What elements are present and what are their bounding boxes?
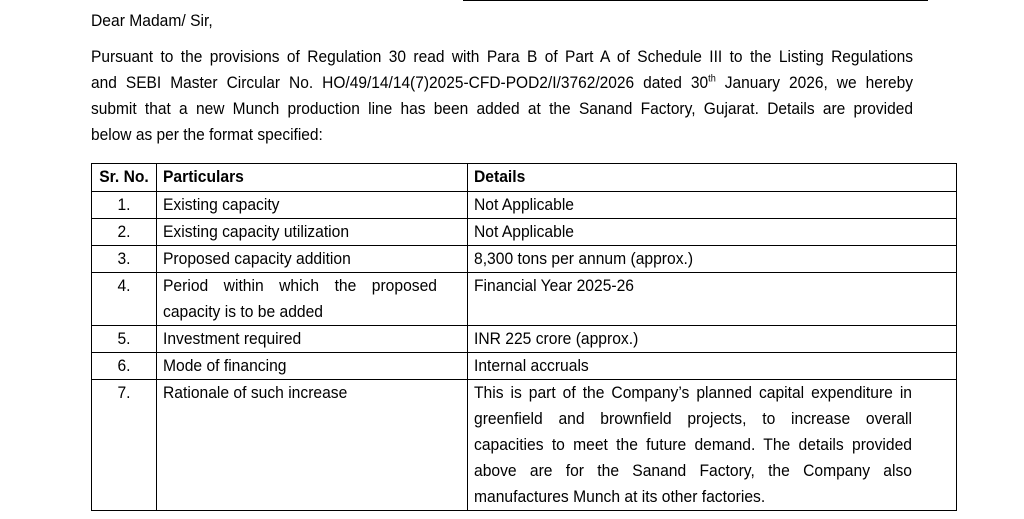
table-row (92, 273, 957, 326)
cell-particulars: Rationale of such increase (157, 380, 468, 511)
table-row (92, 380, 957, 511)
cell-details: Not Applicable (467, 192, 956, 219)
header-sr-no: Sr. No. (92, 164, 157, 192)
details-line: above are for the Sanand Factory, the Company also (473, 461, 912, 480)
cell-details (467, 380, 956, 511)
cell-sr-no: 6. (92, 353, 157, 380)
paragraph-line-2-text: and SEBI Master Circular No. HO/49/14/14(7)2025-CFD-POD2/I/3762/2026 dated 30 (91, 73, 709, 92)
cell-details: Not Applicable (467, 219, 956, 246)
cell-particulars: Existing capacity utilization (157, 219, 468, 246)
cell-particulars: Investment required (157, 326, 468, 353)
cell-sr-no: 3. (92, 246, 157, 273)
cell-sr-no: 4. (92, 273, 157, 326)
cell-sr-no: 2. (92, 219, 157, 246)
cell-details: Financial Year 2025-26 (467, 273, 956, 326)
paragraph-line-1: Pursuant to the provisions of Regulation 30 read with Para B of Part A of Schedule III to the Listing Regulations (91, 47, 913, 66)
paragraph-line-4: below as per the format specified: (91, 125, 323, 144)
cell-particulars: Proposed capacity addition (157, 246, 468, 273)
cell-details: INR 225 crore (approx.) (467, 326, 956, 353)
cell-details: 8,300 tons per annum (approx.) (467, 246, 956, 273)
details-line: greenfield and brownfield projects, to increase overall (473, 409, 912, 428)
particulars-line: capacity is to be added (163, 302, 323, 321)
top-divider-line (463, 0, 928, 1)
paragraph-line-2-tail: January 2026, we hereby (715, 73, 913, 92)
details-line: capacities to meet the future demand. The details provided (473, 435, 912, 454)
date-ordinal-suffix: th (708, 73, 716, 85)
cell-sr-no: 7. (92, 380, 157, 511)
table-header-row (92, 164, 957, 192)
table-row (92, 246, 957, 273)
table-row (92, 353, 957, 380)
details-line: manufactures Munch at its other factories. (473, 487, 766, 506)
table-row (92, 192, 957, 219)
letter-greeting: Dear Madam/ Sir, (91, 11, 213, 30)
paragraph-line-3: submit that a new Munch production line has been added at the Sanand Factory, Gujarat. Details are provided (91, 99, 913, 118)
table-body (92, 192, 957, 511)
cell-particulars (157, 273, 468, 326)
header-details: Details (467, 164, 956, 192)
cell-details: Internal accruals (467, 353, 956, 380)
details-line: This is part of the Company’s planned capital expenditure in (473, 383, 912, 402)
cell-particulars: Existing capacity (157, 192, 468, 219)
table-row (92, 219, 957, 246)
particulars-line: Period within which the proposed (163, 276, 437, 295)
cell-particulars: Mode of financing (157, 353, 468, 380)
letter-body-paragraph (91, 44, 912, 148)
header-particulars: Particulars (157, 164, 468, 192)
table-row (92, 326, 957, 353)
cell-sr-no: 1. (92, 192, 157, 219)
paragraph-line-2 (91, 70, 913, 96)
capacity-details-table (91, 163, 957, 511)
cell-sr-no: 5. (92, 326, 157, 353)
